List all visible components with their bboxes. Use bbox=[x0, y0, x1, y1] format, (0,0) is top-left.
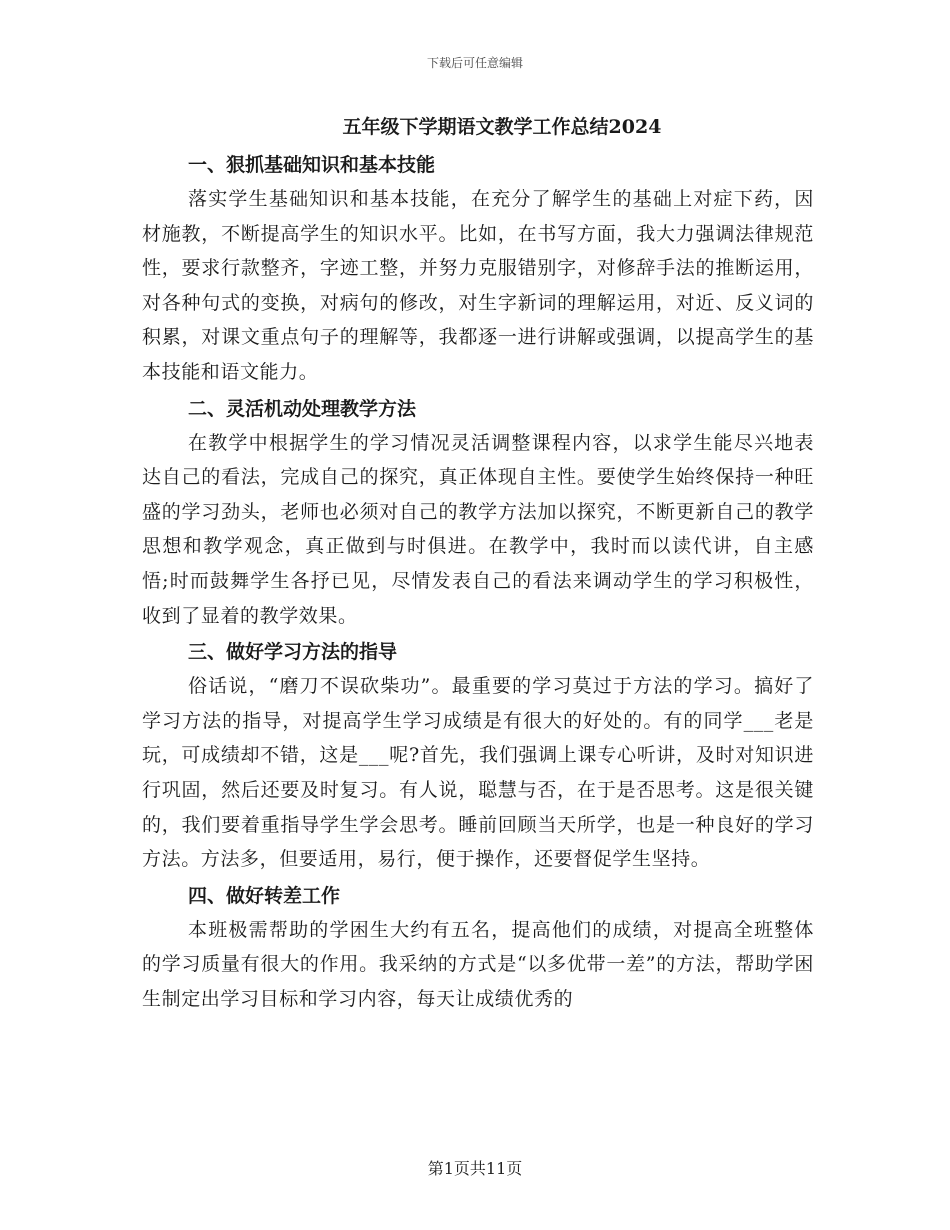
section-3-paragraph: 俗话说，“磨刀不误砍柴功”。最重要的学习莫过于方法的学习。搞好了学习方法的指导，对提高学生学习成绩是有很大的好处的。有的同学___老是玩，可成绩却不错，这是___呢?首先，我们强调上课专心听讲，及时对知识进行巩固，然后还要及时复习。有人说，聪慧与否，在于是否思考。这是很关键的，我们要着重指导学生学会思考。睡前回顾当天所学，也是一种良好的学习方法。方法多，但要适用，易行，便于操作，还要督促学生坚持。 bbox=[142, 675, 814, 871]
section-1-heading: 一、狠抓基础知识和基本技能 bbox=[188, 154, 436, 176]
document-title: 五年级下学期语文教学工作总结2024 bbox=[342, 116, 662, 138]
section-4-paragraph: 本班极需帮助的学困生大约有五名，提高他们的成绩，对提高全班整体的学习质量有很大的作用。我采纳的方式是“以多优带一差”的方法，帮助学困生制定出学习目标和学习内容，每天让成绩优秀的 bbox=[142, 918, 814, 1010]
section-2-paragraph: 在教学中根据学生的学习情况灵活调整课程内容，以求学生能尽兴地表达自己的看法，完成自己的探究，真正体现自主性。要使学生始终保持一种旺盛的学习劲头，老师也必须对自己的教学方法加以探究，不断更新自己的教学思想和教学观念，真正做到与时俱进。在教学中，我时而以读代讲，自主感悟;时而鼓舞学生各抒已见，尽情发表自己的看法来调动学生的学习积极性，收到了显着的教学效果。 bbox=[142, 431, 814, 627]
section-1-paragraph: 落实学生基础知识和基本技能，在充分了解学生的基础上对症下药，因材施教，不断提高学生的知识水平。比如，在书写方面，我大力强调法律规范性，要求行款整齐，字迹工整，并努力克服错别字，对修辞手法的推断运用，对各种句式的变换，对病句的修改，对生字新词的理解运用，对近、反义词的积累，对课文重点句子的理解等，我都逐一进行讲解或强调，以提高学生的基本技能和语文能力。 bbox=[142, 188, 814, 383]
page-number: 第1页共11页 bbox=[427, 1159, 523, 1178]
section-3-heading: 三、做好学习方法的指导 bbox=[188, 641, 398, 664]
document-body bbox=[142, 112, 814, 1018]
section-2-heading: 二、灵活机动处理教学方法 bbox=[188, 397, 417, 420]
section-4-heading: 四、做好转差工作 bbox=[188, 884, 341, 907]
header-note: 下载后可任意编辑 bbox=[426, 56, 523, 70]
